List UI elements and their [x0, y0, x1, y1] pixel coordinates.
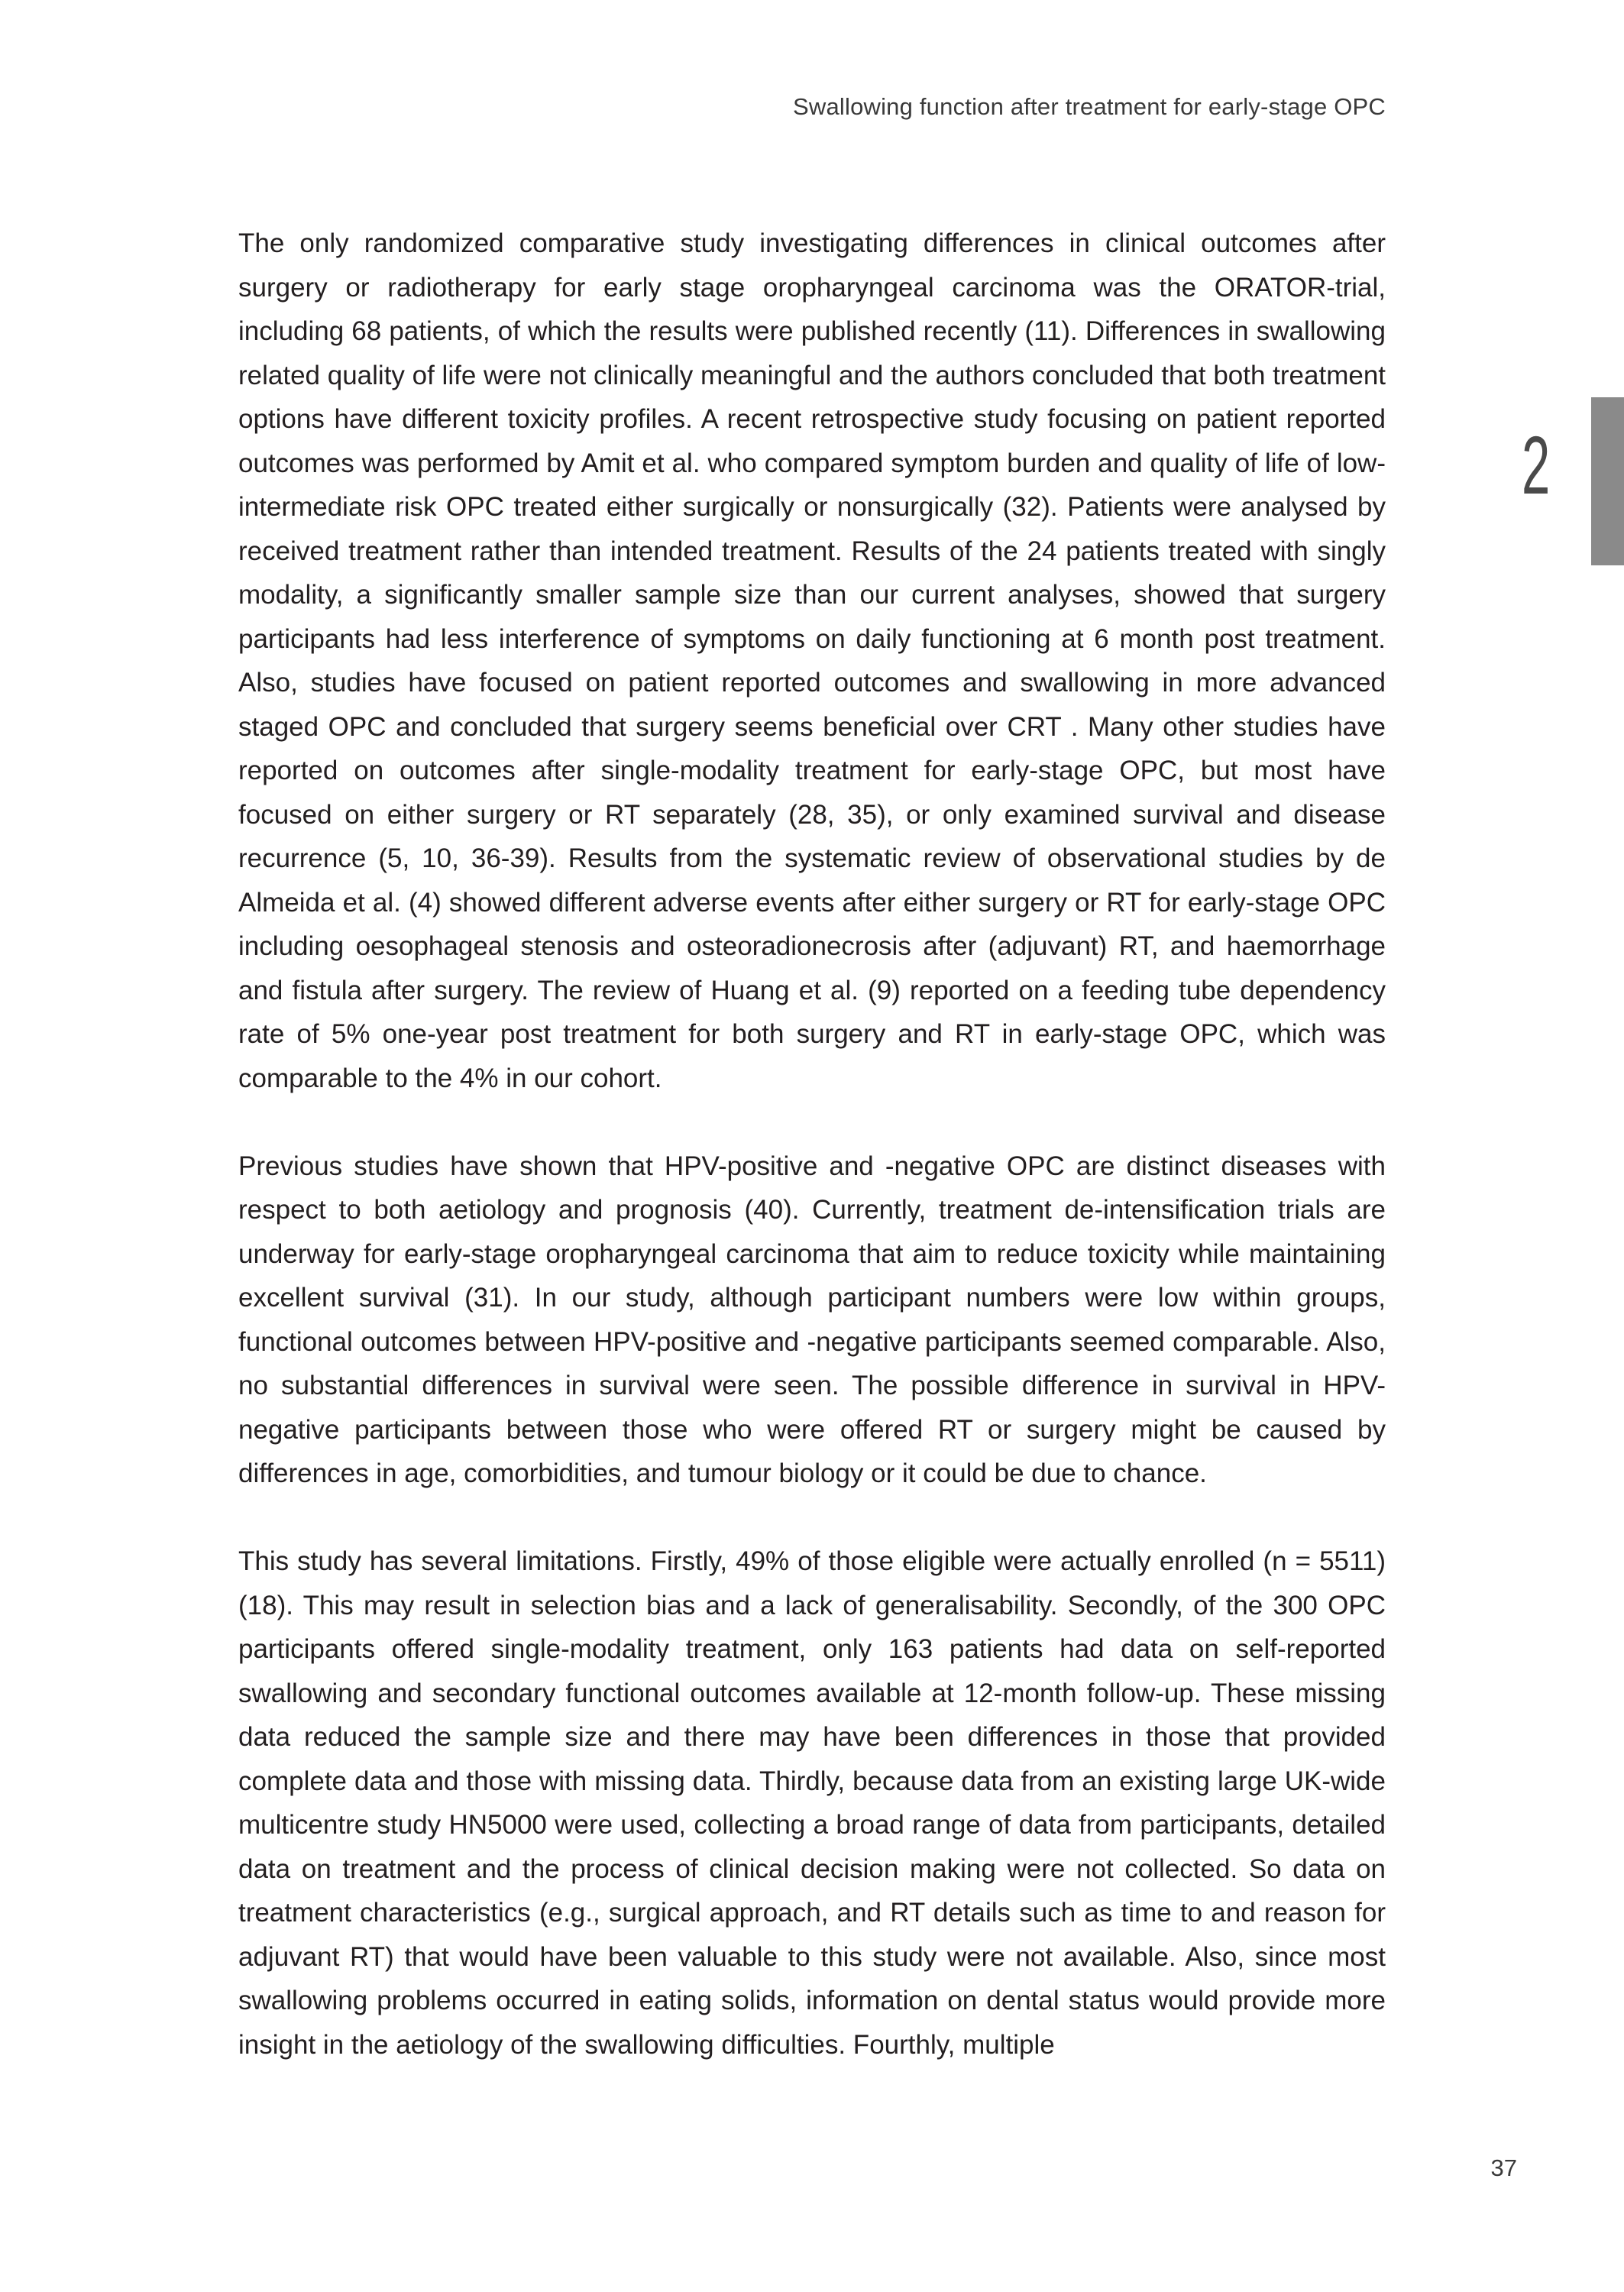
running-header: Swallowing function after treatment for early-stage OPC [792, 93, 1386, 120]
chapter-tab [1591, 397, 1624, 565]
chapter-number: 2 [1522, 419, 1551, 511]
page-number: 37 [1490, 2154, 1517, 2181]
paragraph-2: Previous studies have shown that HPV-positive and -negative OPC are distinct diseases with respect to both aetiology and prognosis (40). Currently, treatment de-intensification trials are underway for early-stage oropharyngeal carcinoma that aim to reduce toxicity while maintaining excellent survival (31). In our study, although participant numbers were low within groups, functional outcomes between HPV-positive and -negative participants seemed comparable. Also, no substantial differences in survival were seen. The possible difference in survival in HPV-negative participants between those who were offered RT or surgery might be caused by differences in age, comorbidities, and tumour biology or it could be due to chance. [238, 1151, 1386, 1488]
paragraph-1: The only randomized comparative study investigating differences in clinical outcomes after surgery or radiotherapy for early stage oropharyngeal carcinoma was the ORATOR-trial, including 68 patients, of which the results were published recently (11). Differences in swallowing related quality of life were not clinically meaningful and the authors concluded that both treatment options have different toxicity profiles. A recent retrospective study focusing on patient reported outcomes was performed by Amit et al. who compared symptom burden and quality of life of low-intermediate risk OPC treated either surgically or nonsurgically (32). Patients were analysed by received treatment rather than intended treatment. Results of the 24 patients treated with singly modality, a significantly smaller sample size than our current analyses, showed that surgery participants had less interference of symptoms on daily functioning at 6 month post treatment. Also, studies have focused on patient reported outcomes and swallowing in more advanced staged OPC and concluded that surgery seems beneficial over CRT . Many other studies have reported on outcomes after single-modality treatment for early-stage OPC, but most have focused on either surgery or RT separately (28, 35), or only examined survival and disease recurrence (5, 10, 36-39). Results from the systematic review of observational studies by de Almeida et al. (4) showed different adverse events after either surgery or RT for early-stage OPC including oesophageal stenosis and osteoradionecrosis after (adjuvant) RT, and haemorrhage and fistula after surgery. The review of Huang et al. (9) reported on a feeding tube dependency rate of 5% one-year post treatment for both surgery and RT in early-stage OPC, which was comparable to the 4% in our cohort. [238, 228, 1386, 1093]
body-text [238, 222, 1386, 2111]
paragraph-3: This study has several limitations. Firstly, 49% of those eligible were actually enrolled (n = 5511) (18). This may result in selection bias and a lack of generalisability. Secondly, of the 300 OPC participants offered single-modality treatment, only 163 patients had data on self-reported swallowing and secondary functional outcomes available at 12-month follow-up. These missing data reduced the sample size and there may have been differences in those that provided complete data and those with missing data. Thirdly, because data from an existing large UK-wide multicentre study HN5000 were used, collecting a broad range of data from participants, detailed data on treatment and the process of clinical decision making were not collected. So data on treatment characteristics (e.g., surgical approach, and RT details such as time to and reason for adjuvant RT) that would have been valuable to this study were not available. Also, since most swallowing problems occurred in eating solids, information on dental status would provide more insight in the aetiology of the swallowing difficulties. Fourthly, multiple [238, 1546, 1386, 2060]
